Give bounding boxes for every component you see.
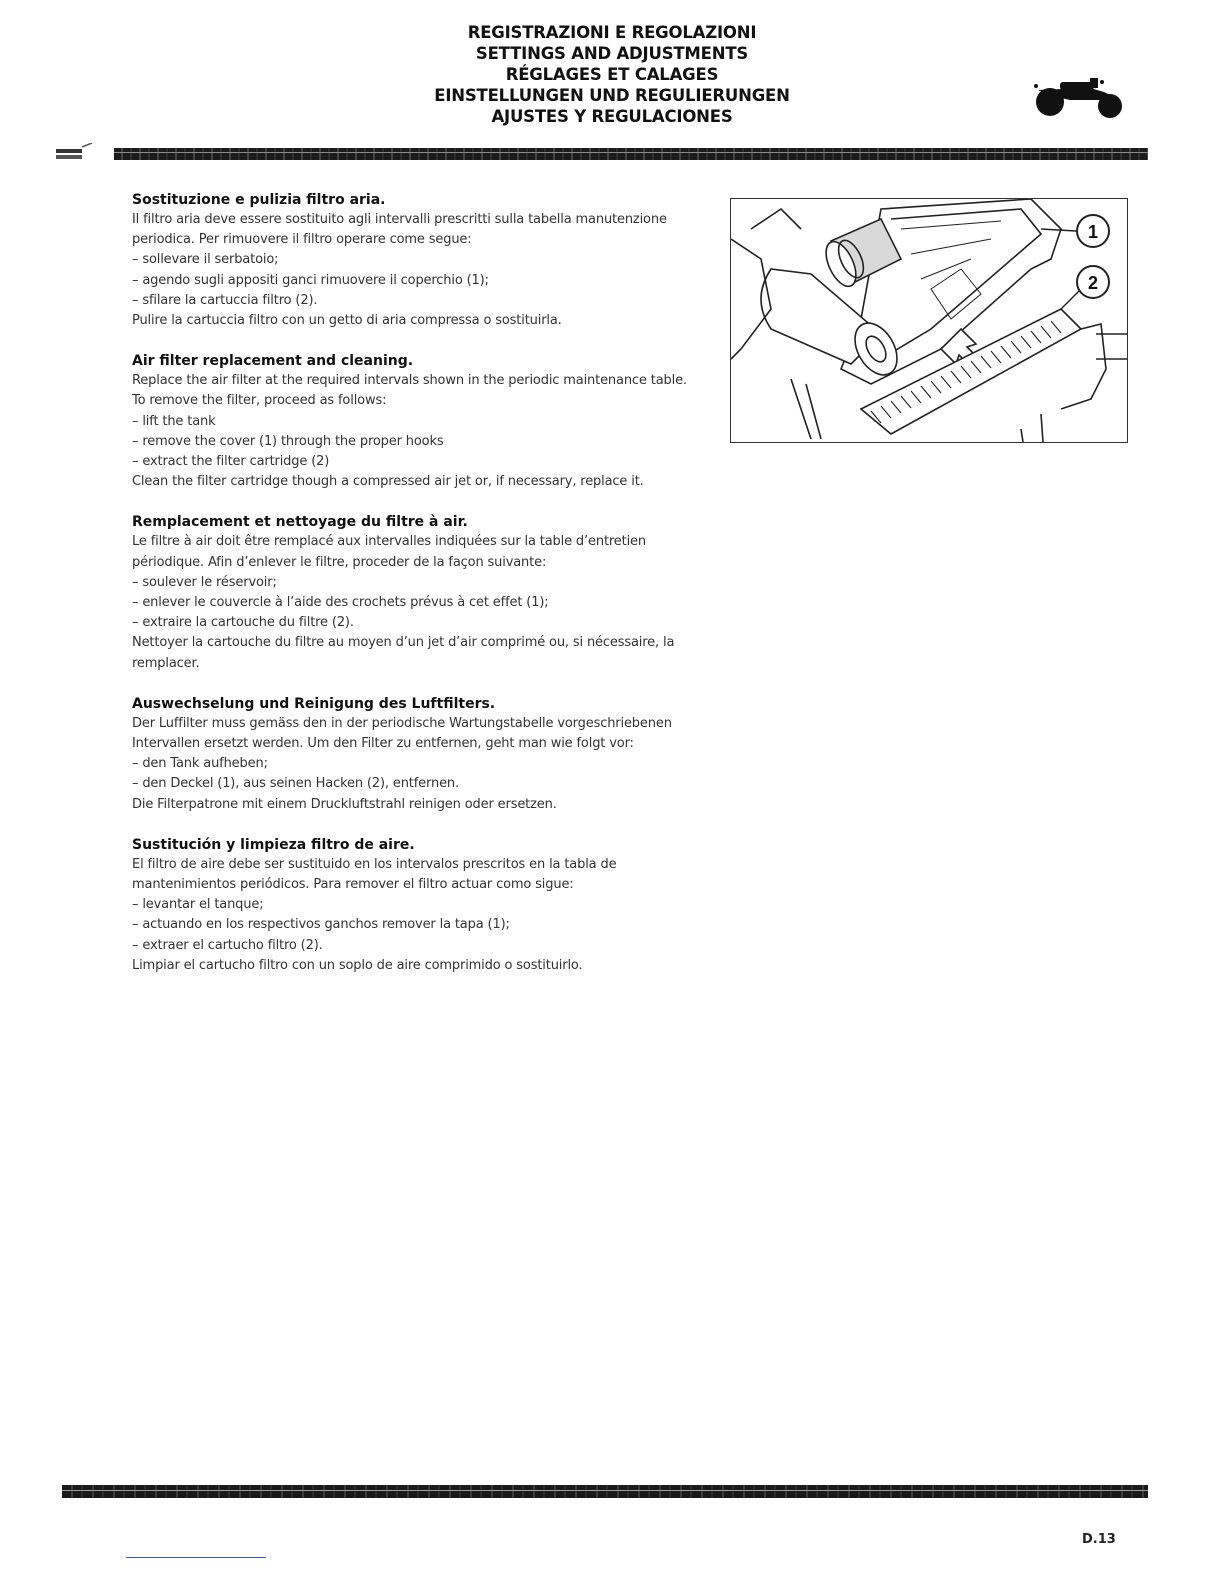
header-title-de: EINSTELLUNGEN UND REGULIERUNGEN	[434, 86, 790, 105]
body-line: Il filtro aria deve essere sostituito agli intervalli prescritti sulla tabella manutenzione	[132, 212, 667, 227]
section-title: Air filter replacement and cleaning.	[132, 353, 414, 370]
section-title: Remplacement et nettoyage du filtre à air.	[132, 514, 468, 531]
body-line: periodica. Per rimuovere il filtro operare come segue:	[132, 232, 472, 248]
main-content	[132, 190, 717, 996]
page-header	[400, 22, 824, 127]
footer-divider	[126, 1557, 266, 1558]
header-title-it: REGISTRAZIONI E REGOLAZIONI	[467, 23, 757, 42]
header-title-es: AJUSTES Y REGULACIONES	[491, 107, 733, 126]
body-line: – lift the tank	[132, 413, 216, 429]
body-line: Replace the air filter at the required intervals shown in the periodic maintenance table.	[132, 373, 687, 389]
body-line: Pulire la cartuccia filtro con un getto di aria compressa o sostituirla.	[132, 313, 562, 329]
section-title: Auswechselung und Reinigung des Luftfilters.	[132, 695, 496, 712]
section-german	[132, 694, 717, 815]
body-line: To remove the filter, proceed as follows:	[132, 393, 387, 409]
body-line: – extraer el cartucho filtro (2).	[132, 937, 323, 953]
section-body	[132, 210, 717, 331]
body-line: – sfilare la cartuccia filtro (2).	[132, 292, 318, 308]
section-spanish	[132, 835, 717, 976]
body-line: – levantar el tanque;	[132, 897, 264, 913]
motorcycle-icon	[1030, 76, 1128, 122]
body-line: Clean the filter cartridge though a compressed air jet or, if necessary, replace it.	[132, 474, 644, 490]
section-title: Sostituzione e pulizia filtro aria.	[132, 192, 386, 208]
body-line: Limpiar el cartucho filtro con un soplo de aire comprimido o sostituirlo.	[132, 957, 583, 973]
body-line: Nettoyer la cartouche du filtre au moyen d’un jet d’air comprimé ou, si nécessaire, la	[132, 635, 675, 651]
body-line: – agendo sugli appositi ganci rimuovere il coperchio (1);	[132, 272, 489, 288]
section-title: Sustitución y limpieza filtro de aire.	[132, 836, 415, 853]
section-body	[132, 371, 717, 492]
body-line: mantenimientos periódicos. Para remover el filtro actuar como sigue:	[132, 877, 574, 893]
callout-2-label: 2	[1087, 273, 1099, 293]
callout-1-label: 1	[1087, 222, 1099, 242]
section-body	[132, 532, 717, 673]
body-line: Le filtre à air doit être remplacé aux intervalles indiquées sur la table d’entretien	[132, 534, 646, 550]
header-rule	[114, 148, 1148, 160]
air-filter-illustration	[730, 198, 1128, 443]
section-body	[132, 714, 717, 815]
body-line: – actuando en los respectivos ganchos remover la tapa (1);	[132, 917, 510, 933]
body-line: remplacer.	[132, 655, 200, 671]
header-rule-left	[56, 143, 116, 163]
body-line: – remove the cover (1) through the proper hooks	[132, 433, 444, 449]
section-body	[132, 855, 717, 976]
body-line: – sollevare il serbatoio;	[132, 252, 279, 268]
body-line: – extraire la cartouche du filtre (2).	[132, 615, 354, 631]
body-line: – soulever le réservoir;	[132, 574, 277, 590]
body-line: – enlever le couvercle à l’aide des crochets prévus à cet effet (1);	[132, 595, 549, 611]
header-title-fr: RÉGLAGES ET CALAGES	[505, 65, 719, 84]
section-english	[132, 351, 717, 492]
body-line: – den Tank aufheben;	[132, 756, 268, 772]
body-line: El filtro de aire debe ser sustituido en los intervalos prescritos en la tabla de	[132, 856, 617, 872]
body-line: Der Luffilter muss gemäss den in der periodische Wartungstabelle vorgeschriebenen	[132, 715, 672, 731]
body-line: Intervallen ersetzt werden. Um den Filter zu entfernen, geht man wie folgt vor:	[132, 736, 634, 752]
header-title-en: SETTINGS AND ADJUSTMENTS	[475, 44, 749, 63]
section-italian	[132, 190, 717, 331]
section-french	[132, 512, 717, 673]
body-line: – den Deckel (1), aus seinen Hacken (2), entfernen.	[132, 776, 459, 792]
footer-rule	[62, 1485, 1148, 1498]
body-line: Die Filterpatrone mit einem Druckluftstrahl reinigen oder ersetzen.	[132, 796, 557, 812]
page-number: D.13	[1082, 1532, 1116, 1547]
body-line: – extract the filter cartridge (2)	[132, 454, 330, 470]
body-line: périodique. Afin d’enlever le filtre, proceder de la façon suivante:	[132, 554, 547, 570]
